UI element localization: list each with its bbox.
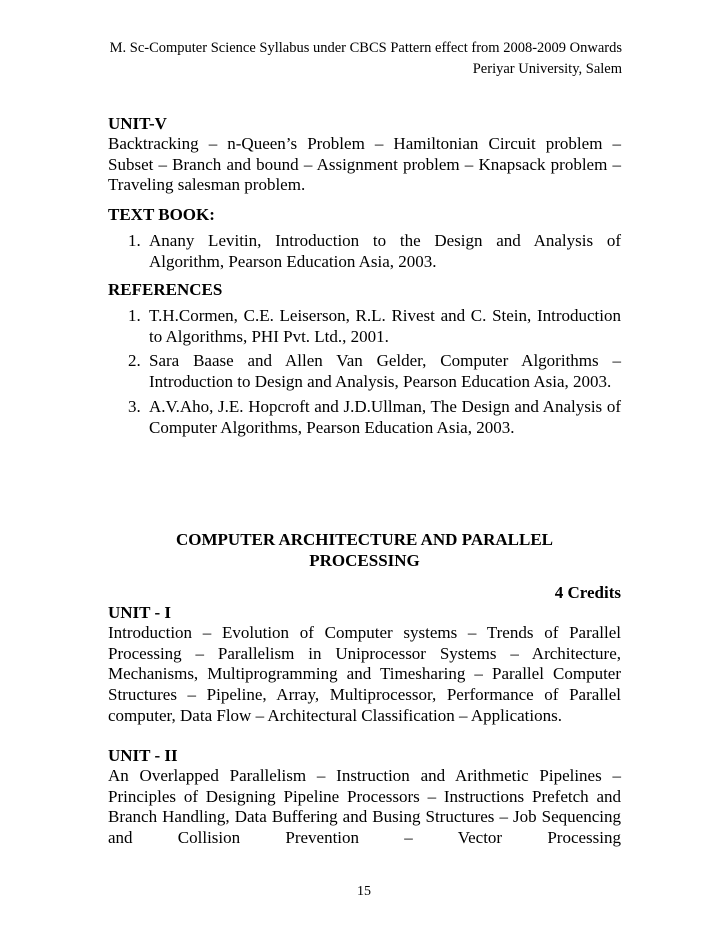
- page-number: 15: [357, 884, 371, 899]
- unit-i-text: Introduction – Evolution of Computer systems – Trends of Parallel Processing – Parallelism in Uniprocessor Systems – Architecture, Mechanisms, Multiprogramming and Timesharing – Parallel Computer Structures – Pipeline, Array, Multiprocessor, Performance of Parallel computer, Data Flow – Architectural Classification – Applications.: [108, 623, 621, 725]
- reference-item-text: Sara Baase and Allen Van Gelder, Computer Algorithms – Introduction to Design and Analysis, Pearson Education Asia, 2003.: [149, 351, 621, 392]
- course-title-line1: COMPUTER ARCHITECTURE AND PARALLEL: [175, 530, 554, 549]
- textbook-section: [108, 205, 621, 272]
- running-header-title: M. Sc-Computer Science Syllabus under CBCS Pattern effect from 2008-2009 Onwards: [109, 40, 622, 56]
- reference-item: [108, 397, 621, 438]
- textbook-item-text: Anany Levitin, Introduction to the Design and Analysis of Algorithm, Pearson Education Asia, 2003.: [149, 231, 621, 271]
- textbook-item: [108, 231, 621, 272]
- unit-ii-heading: UNIT - II: [108, 746, 178, 765]
- unit-i-section: [108, 603, 621, 727]
- references-heading: REFERENCES: [108, 280, 223, 299]
- unit-ii-text: An Overlapped Parallelism – Instruction and Arithmetic Pipelines – Principles of Designing Pipeline Processors – Instructions Prefetch and Branch Handling, Data Buffering and Busing Structures – Job Sequencing and Collision Prevention – Vector Processing: [108, 766, 621, 848]
- unit-ii-section: [108, 746, 621, 849]
- unit-v-text: Backtracking – n-Queen’s Problem – Hamiltonian Circuit problem – Subset – Branch and bound – Assignment problem – Knapsack problem – Traveling salesman problem.: [108, 134, 621, 195]
- reference-item: [108, 306, 621, 347]
- reference-item-text: A.V.Aho, J.E. Hopcroft and J.D.Ullman, The Design and Analysis of Computer Algorithms, Pearson Education Asia, 2003.: [149, 396, 621, 437]
- unit-i-heading: UNIT - I: [108, 603, 171, 622]
- course-title-line2: PROCESSING: [309, 551, 420, 570]
- unit-v-heading: UNIT-V: [108, 114, 167, 133]
- list-number: 3.: [128, 396, 141, 416]
- list-number: 1.: [128, 231, 141, 250]
- unit-v-section: [108, 114, 621, 196]
- credits-label: 4 Credits: [554, 583, 621, 602]
- reference-item: [108, 351, 621, 392]
- list-number: 1.: [128, 306, 141, 325]
- reference-item-text: T.H.Cormen, C.E. Leiserson, R.L. Rivest and C. Stein, Introduction to Algorithms, PHI Pvt. Ltd., 2001.: [149, 306, 621, 346]
- references-section: [108, 280, 621, 438]
- list-number: 2.: [128, 351, 141, 371]
- running-header-university: Periyar University, Salem: [472, 61, 622, 77]
- textbook-heading: TEXT BOOK:: [108, 205, 215, 224]
